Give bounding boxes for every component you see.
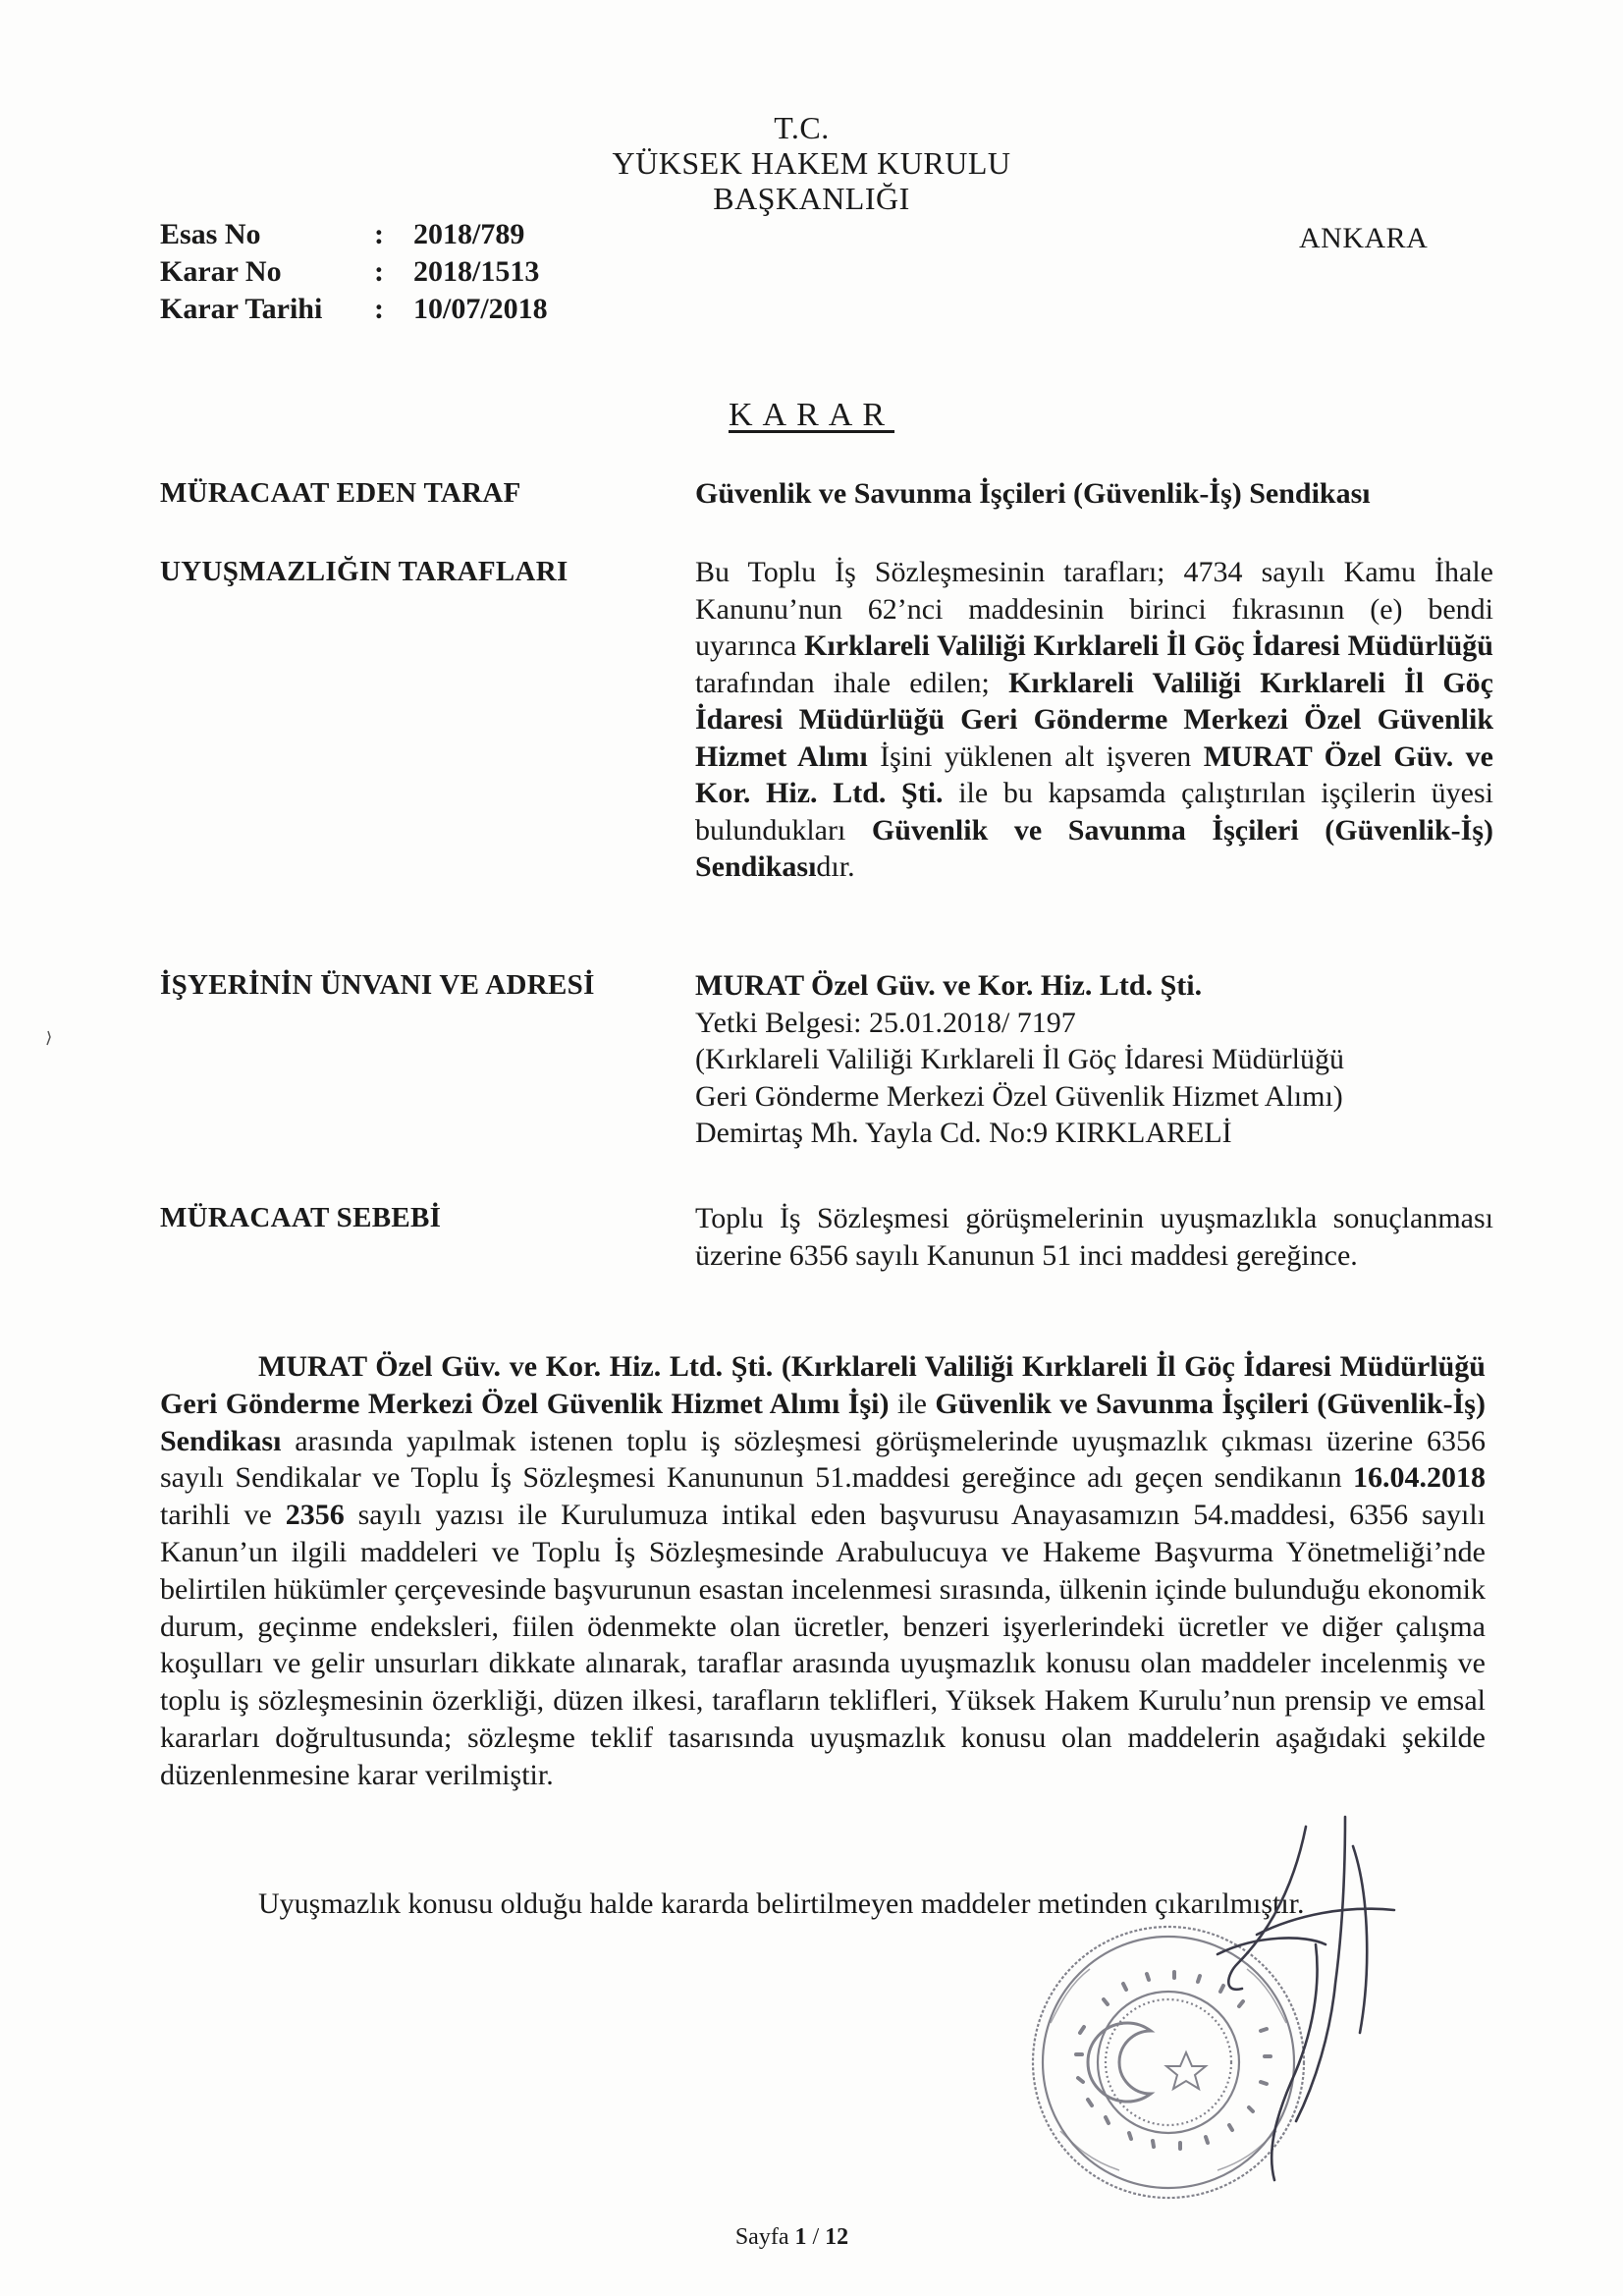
meta-label: Karar No (160, 255, 282, 288)
section-sebep (160, 1200, 1495, 1274)
text-run-bold: 2356 (285, 1499, 345, 1532)
section-value (695, 967, 1493, 1152)
text-run: tarafından ihale edilen; (695, 666, 1009, 699)
section-muracaat-eden (160, 475, 1495, 513)
case-meta (160, 216, 548, 328)
meta-colon: : (374, 293, 384, 325)
employer-name: MURAT Özel Güv. ve Kor. Hiz. Ltd. Şti. (695, 969, 1203, 1002)
meta-label: Esas No (160, 218, 261, 250)
address-line: Demirtaş Mh. Yayla Cd. No:9 KIRKLARELİ (695, 1117, 1232, 1149)
address-line: Geri Gönderme Merkezi Özel Güvenlik Hizmet Alımı) (695, 1079, 1343, 1113)
header-tc: T.C. (774, 110, 830, 145)
city: ANKARA (1299, 222, 1429, 254)
section-value: Güvenlik ve Savunma İşçileri (Güvenlik-İş) Sendikası (695, 477, 1371, 510)
text-run: ile bu kapsamda çalıştırılan işçilerin üyesi bulundukları (695, 777, 1493, 847)
main-paragraph (160, 1348, 1486, 1794)
meta-row-tarih (160, 291, 548, 328)
section-label: MÜRACAAT SEBEBİ (160, 1202, 442, 1233)
second-paragraph: Uyuşmazlık konusu olduğu halde kararda belirtilmeyen maddeler metinden çıkarılmıştır. (258, 1887, 1305, 1920)
text-run: ile (889, 1387, 936, 1420)
address-line: Yetki Belgesi: 25.01.2018/ 7197 (695, 1006, 1076, 1039)
meta-value: 2018/789 (413, 218, 525, 250)
meta-label: Karar Tarihi (160, 293, 323, 325)
section-value: Toplu İş Sözleşmesi görüşmelerinin uyuşmazlıkla sonuçlanması üzerine 6356 sayılı Kanunun 51 inci maddesi gereğince. (695, 1202, 1493, 1272)
text-run-bold: Güvenlik ve Savunma İşçileri (Güvenlik-İş) Sendikası (695, 813, 1493, 883)
page-current: 1 (794, 2224, 807, 2250)
text-run-bold: MURAT Özel Güv. ve Kor. Hiz. Ltd. Şti. (Kırklareli Valiliği Kırklareli İl Göç İdaresi Müdürlüğü Geri Gönderme Merkezi Özel Güvenlik Hizmet Alımı İşi) (160, 1350, 1486, 1420)
section-value (695, 554, 1493, 886)
meta-colon: : (374, 218, 384, 250)
header-institution: YÜKSEK HAKEM KURULU (612, 145, 1011, 181)
meta-value: 10/07/2018 (413, 293, 548, 325)
meta-row-karar (160, 253, 548, 291)
text-run: dır. (816, 850, 855, 883)
document-title: KARAR (728, 397, 895, 433)
meta-row-esas (160, 216, 548, 253)
section-label: İŞYERİNİN ÜNVANI VE ADRESİ (160, 969, 595, 1001)
page-label: Sayfa (734, 2224, 789, 2250)
text-run-bold: Kırklareli Valiliği Kırklareli İl Göç İdaresi Müdürlüğü Geri Gönderme Merkezi Özel Güvenlik Hizmet Alımı (695, 666, 1493, 773)
meta-value: 2018/1513 (413, 255, 540, 288)
section-taraflar (160, 554, 1495, 886)
handwritten-signature (1198, 1787, 1434, 2200)
text-run-bold: Güvenlik ve Savunma İşçileri (Güvenlik-İş) Sendikası (160, 1387, 1486, 1457)
scan-speck (41, 1029, 55, 1047)
page-total: 12 (825, 2224, 849, 2250)
header-presidency: BAŞKANLIĞI (713, 181, 910, 216)
text-run-bold: 16.04.2018 (1353, 1461, 1486, 1495)
text-run-bold: MURAT Özel Güv. ve Kor. Hiz. Ltd. Şti. (695, 739, 1493, 809)
page-number (0, 2224, 1603, 2251)
section-isyeri (160, 967, 1495, 1152)
page-separator: / (812, 2224, 820, 2250)
text-run: İşini yüklenen alt işveren (867, 739, 1204, 773)
text-run-bold: Kırklareli Valiliği Kırklareli İl Göç İdaresi Müdürlüğü (804, 629, 1493, 662)
text-run: Bu Toplu İş Sözleşmesinin tarafları; 4734 sayılı Kamu İhale Kanunu’nun 62’nci maddesinin birinci fıkrasının (e) bendi uyarınca (695, 556, 1493, 662)
text-run: sayılı yazısı ile Kurulumuza intikal eden başvurusu Anayasamızın 54.maddesi, 6356 sayılı Kanun’un ilgili maddeleri ve Toplu İş Sözleşmesinde Arabulucuya ve Hakeme Başvurma Yönetmeliği’nde belirtilen hükümler çerçevesinde başvurunun esastan incelenmesi sırasında, ülkenin içinde bulunduğu ekonomik durum, geçinme endeksleri, fiilen ödenmekte olan ücretler, benzeri işyerlerindeki ücretler ve diğer çalışma koşulları ve gelir unsurları dikkate alınarak, taraflar arasında uyuşmazlık konusu olan maddeler incelenmiş ve toplu iş sözleşmesinin özerkliği, düzen ilkesi, tarafların teklifleri, Yüksek Hakem Kurulu’nun prensip ve emsal kararları doğrultusunda; sözleşme teklif tasarısında uyuşmazlık konusu olan maddelerin aşağıdaki şekilde düzenlenmesine karar verilmiştir. (160, 1499, 1486, 1791)
meta-colon: : (374, 255, 384, 288)
section-label: UYUŞMAZLIĞIN TARAFLARI (160, 556, 568, 587)
section-label: MÜRACAAT EDEN TARAF (160, 477, 521, 509)
document-header (0, 110, 1623, 216)
address-line: (Kırklareli Valiliği Kırklareli İl Göç İdaresi Müdürlüğü (695, 1043, 1344, 1075)
text-run: tarihli ve (160, 1499, 286, 1532)
text-run: arasında yapılmak istenen toplu iş sözleşmesi görüşmelerinde uyuşmazlık çıkması üzerine 6356 sayılı Sendikalar ve Toplu İş Sözleşmesi Kanununun 51.maddesi gereğince adı geçen sendikanın (160, 1424, 1486, 1495)
